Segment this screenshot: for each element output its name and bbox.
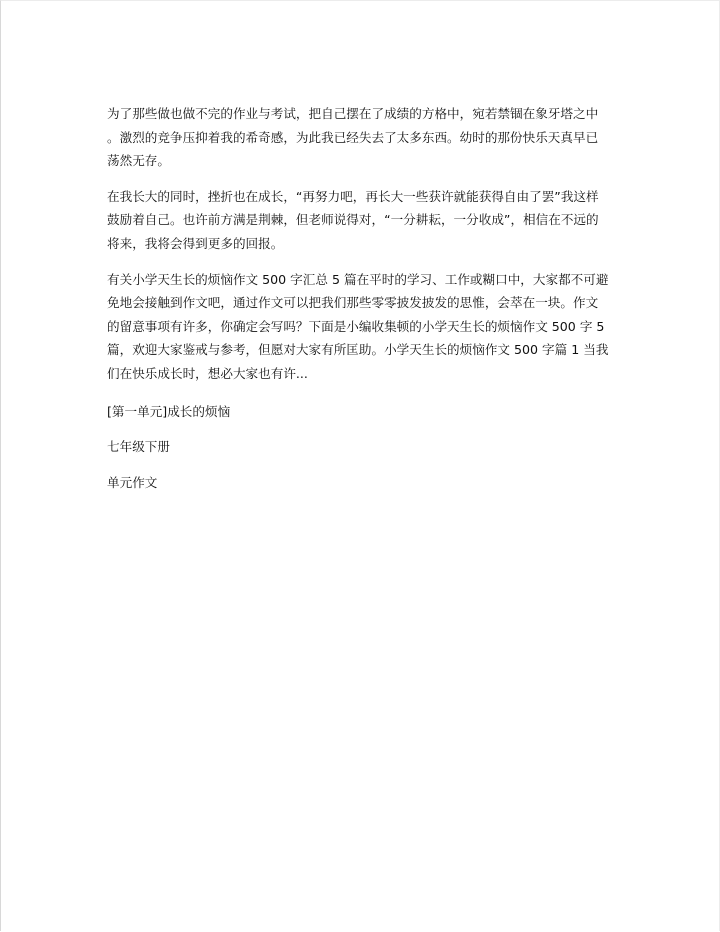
paragraph-1-line-3: 荡然无存。 <box>107 153 170 169</box>
paragraph-3-line-5: 们在快乐成长时，想必大家也有许... <box>107 365 308 381</box>
composition-heading: 单元作文 <box>107 474 158 490</box>
paragraph-1-line-2: 。激烈的竞争压抑着我的希奇感，为此我已经失去了太多东西。幼时的那份快乐天真早已 <box>107 129 599 145</box>
paragraph-3 <box>107 268 615 386</box>
paragraph-3-line-3: 的留意事项有许多，你确定会写吗？下面是小编收集顿的小学天生长的烦恼作文 500 字 5 <box>107 318 605 334</box>
paragraph-1-line-1: 为了那些做也做不完的作业与考试，把自己摆在了成绩的方格中，宛若禁锢在象牙塔之中 <box>107 106 599 121</box>
unit-heading: [第一单元]成长的烦恼 <box>107 403 231 419</box>
paragraph-3-line-2: 免地会接触到作文吧，通过作文可以把我们那些零零披发披发的思惟，会萃在一块。作文 <box>107 295 599 311</box>
paragraph-2-line-3: 将来，我将会得到更多的回报。 <box>107 235 284 251</box>
paragraph-3-line-1: 有关小学天生长的烦恼作文 500 字汇总 5 篇在平时的学习、工作或糊口中，大家都不可避 <box>107 271 609 287</box>
paragraph-3-line-4: 篇，欢迎大家鉴戒与参考，但愿对大家有所匡助。小学天生长的烦恼作文 500 字篇 1 当我 <box>107 342 609 358</box>
paragraph-2-line-1: 在我长大的同时，挫折也在成长，“再努力吧，再长大一些获许就能获得自由了罢”我这样 <box>107 188 599 204</box>
paragraph-1 <box>107 102 615 173</box>
grade-heading: 七年级下册 <box>107 439 170 455</box>
paragraph-2 <box>107 185 615 256</box>
paragraph-2-line-2: 鼓励着自己。也许前方满是荆棘，但老师说得对，“一分耕耘，一分收成”，相信在不远的 <box>107 212 599 228</box>
document-body <box>107 102 615 494</box>
